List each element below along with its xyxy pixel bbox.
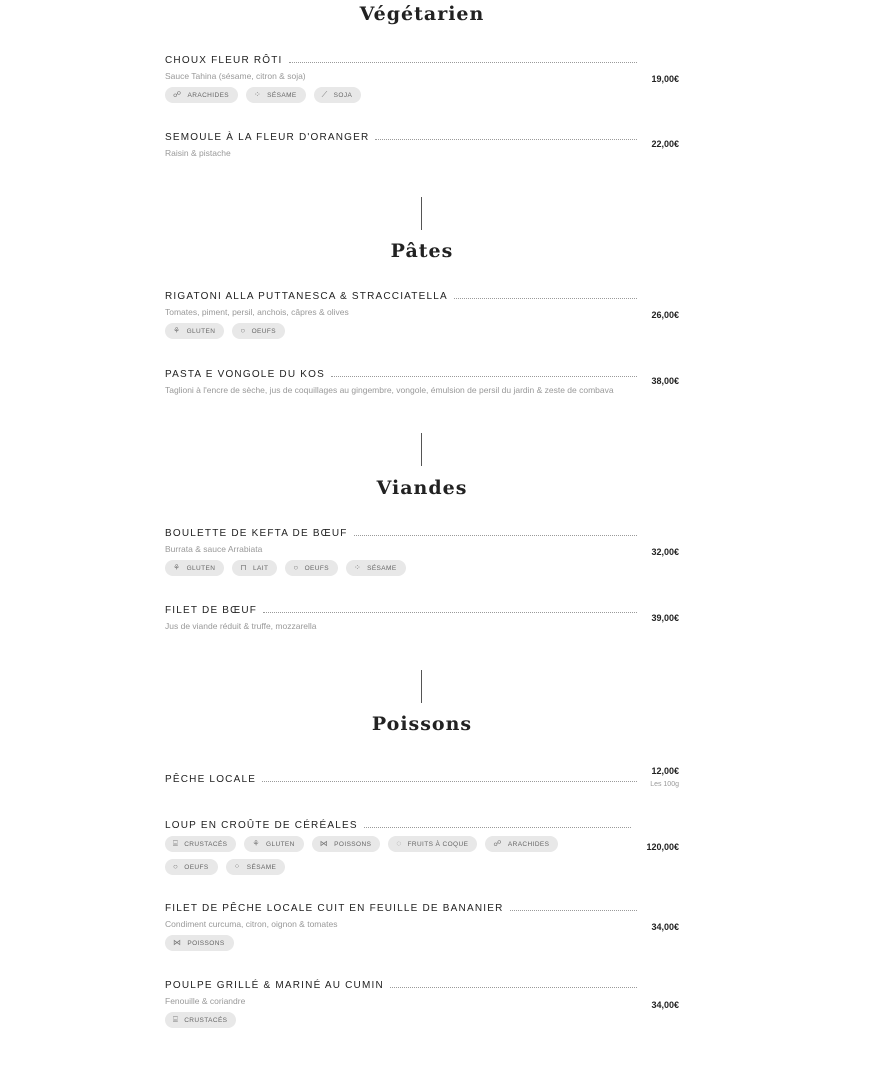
crustacean-icon: ⌸ <box>173 1015 179 1024</box>
dotted-leader <box>262 780 637 782</box>
dotted-leader <box>354 534 637 536</box>
allergen-tag: ⋈ POISSONS <box>165 935 234 951</box>
section-title-poissons: Poissons <box>371 713 473 735</box>
dish-item <box>165 369 679 395</box>
section-title-pates: Pâtes <box>390 240 454 262</box>
dish-name: PÊCHE LOCALE <box>165 774 257 785</box>
soy-icon: ⟋ <box>321 90 328 99</box>
allergen-tags <box>165 560 595 583</box>
dotted-leader <box>263 611 637 613</box>
sesame-icon: ⁘ <box>353 563 362 572</box>
allergen-tag: ○ OEUFS <box>285 560 338 576</box>
fish-icon: ⋈ <box>319 839 329 848</box>
section-divider <box>421 433 422 466</box>
dish-item <box>165 820 679 882</box>
section-divider <box>421 670 422 703</box>
dish-price: 26,00€ <box>651 310 679 320</box>
allergen-tags <box>165 836 595 882</box>
dish-description: Condiment curcuma, citron, oignon & tomates <box>165 919 338 929</box>
dish-price: 32,00€ <box>651 547 679 557</box>
egg-icon: ○ <box>240 326 246 335</box>
dish-description: Sauce Tahina (sésame, citron & soja) <box>165 71 306 81</box>
egg-icon: ○ <box>173 862 179 871</box>
sesame-icon: ⁘ <box>233 862 241 871</box>
allergen-tag: ⌸ CRUSTACÉS <box>165 836 236 852</box>
allergen-tags <box>165 935 595 958</box>
dish-description: Raisin & pistache <box>165 148 231 158</box>
gluten-icon: ⚘ <box>173 563 181 572</box>
dish-name: PASTA E VONGOLE DU KOS <box>165 369 325 380</box>
allergen-tag: ⁘ SÉSAME <box>226 859 286 875</box>
dish-description: Burrata & sauce Arrabiata <box>165 544 263 554</box>
dotted-leader <box>390 986 637 988</box>
dish-price: 19,00€ <box>651 74 679 84</box>
egg-icon: ○ <box>293 563 299 572</box>
dish-description: Jus de viande réduit & truffe, mozzarella <box>165 621 317 631</box>
section-title-viandes: Viandes <box>376 477 468 499</box>
allergen-tags <box>165 323 595 346</box>
allergen-tag: ⊓ LAIT <box>232 560 277 576</box>
dish-item <box>165 903 679 958</box>
dish-price: 38,00€ <box>651 376 679 386</box>
price-note: Les 100g <box>650 781 679 788</box>
section-divider <box>421 197 422 230</box>
dish-name: FILET DE PÊCHE LOCALE CUIT EN FEUILLE DE BANANIER <box>165 903 504 914</box>
allergen-tag: ⋈ POISSONS <box>312 836 381 852</box>
dish-name: SEMOULE À LA FLEUR D'ORANGER <box>165 132 370 143</box>
dish-name: CHOUX FLEUR RÔTI <box>165 55 283 66</box>
peanut-icon: ☍ <box>173 90 182 99</box>
dish-item <box>165 980 679 1035</box>
allergen-tag: ○ OEUFS <box>165 859 218 875</box>
dish-item <box>165 291 679 346</box>
gluten-icon: ⚘ <box>173 326 181 335</box>
nut-icon: ◌ <box>396 839 402 848</box>
dish-name: BOULETTE DE KEFTA DE BŒUF <box>165 528 348 539</box>
dish-name: RIGATONI ALLA PUTTANESCA & STRACCIATELLA <box>165 291 448 302</box>
dish-price: 22,00€ <box>651 139 679 149</box>
dish-price: 34,00€ <box>651 1000 679 1010</box>
dish-price: 120,00€ <box>646 842 679 852</box>
fish-icon: ⋈ <box>173 938 182 947</box>
sesame-icon: ⁘ <box>254 90 262 99</box>
allergen-tag: ⚘ GLUTEN <box>165 323 224 339</box>
dish-item <box>165 55 679 110</box>
dotted-leader <box>331 375 637 377</box>
dish-description: Taglioni à l'encre de sèche, jus de coquillages au gingembre, vongole, émulsion de persil du jardin & zeste de combava <box>165 385 614 395</box>
dish-item <box>165 766 679 788</box>
dish-name: POULPE GRILLÉ & MARINÉ AU CUMIN <box>165 980 384 991</box>
dish-item <box>165 605 679 631</box>
section-title-vegetarien: Végétarien <box>359 3 485 25</box>
dotted-leader <box>510 909 637 911</box>
allergen-tags <box>165 1012 595 1035</box>
dish-price: 34,00€ <box>651 922 679 932</box>
dish-description: Fenouille & coriandre <box>165 996 246 1006</box>
dotted-leader <box>454 297 637 299</box>
peanut-icon: ☍ <box>493 839 502 848</box>
dish-description: Tomates, piment, persil, anchois, câpres & olives <box>165 307 349 317</box>
crustacean-icon: ⌸ <box>173 839 179 848</box>
allergen-tag: ☍ ARACHIDES <box>485 836 558 852</box>
allergen-tag: ⚘ GLUTEN <box>244 836 303 852</box>
dish-price: 39,00€ <box>651 613 679 623</box>
allergen-tag: ⌸ CRUSTACÉS <box>165 1012 236 1028</box>
milk-icon: ⊓ <box>240 563 247 572</box>
dish-price: 12,00€ <box>651 766 679 776</box>
allergen-tag: ⚘ GLUTEN <box>165 560 224 576</box>
dotted-leader <box>364 826 631 828</box>
allergen-tag: ○ OEUFS <box>232 323 285 339</box>
allergen-tag: ◌ FRUITS À COQUE <box>388 836 477 852</box>
dish-item <box>165 528 679 583</box>
dotted-leader <box>375 138 637 140</box>
dish-name: LOUP EN CROÛTE DE CÉRÉALES <box>165 820 358 831</box>
allergen-tags <box>165 87 595 110</box>
dish-name: FILET DE BŒUF <box>165 605 258 616</box>
allergen-tag: ⁘ SÉSAME <box>246 87 306 103</box>
dotted-leader <box>289 61 637 63</box>
dish-item <box>165 132 679 158</box>
allergen-tag: ⟋ SOJA <box>314 87 362 103</box>
gluten-icon: ⚘ <box>252 839 260 848</box>
allergen-tag: ⁘ SÉSAME <box>346 560 406 576</box>
allergen-tag: ☍ ARACHIDES <box>165 87 238 103</box>
